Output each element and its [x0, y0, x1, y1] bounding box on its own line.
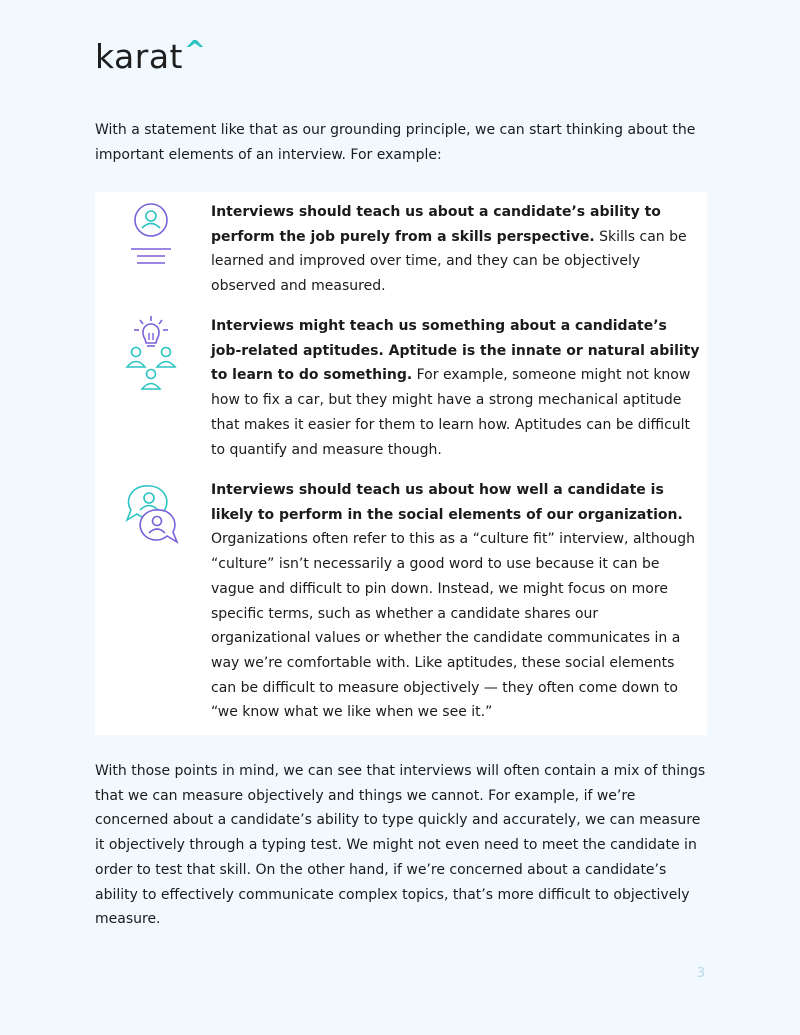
- outro-paragraph: With those points in mind, we can see that interviews will often contain a mix of things that we can measure objectively and things we cannot. For example, if we’re concerned about a candidate’s ability to type quickly and accurately, we can measure it objectively through a typing test. We might not even need to meet the candidate in order to test that skill. On the other hand, if we’re concerned about a candidate’s ability to effectively communicate complex topics, that’s more difficult to objectively measure.: [95, 763, 706, 928]
- lightbulb-people-icon: [123, 316, 179, 400]
- principle-bold: Interviews should teach us about a candidate’s ability to perform the job purely from a skills perspective.: [211, 204, 661, 245]
- chat-bubbles-people-icon: [123, 484, 179, 552]
- principle-bold: Interviews might teach us something about a candidate’s job-related aptitudes. Aptitude is the innate or natural ability to learn to do something.: [211, 318, 700, 384]
- principle-bold: Interviews should teach us about how well a candidate is likely to perform in the social elements of our organization.: [211, 482, 683, 523]
- karat-logo: [95, 36, 207, 76]
- page-number: 3: [696, 966, 705, 981]
- principles-card: [95, 192, 707, 735]
- principle-text: [211, 200, 701, 299]
- logo-caret: ^: [183, 36, 207, 66]
- principle-body: Skills can be learned and improved over time, and they can be objectively observed and measured.: [211, 228, 687, 295]
- principle-body: Organizations often refer to this as a “culture fit” interview, although “culture” isn’t necessarily a good word to use because it can be vague and difficult to pin down. Instead, we might focus on more specific terms, such as whether a candidate shares our organizational values or whether the candidate communicates in a way we’re comfortable with. Like aptitudes, these social elements can be difficult to measure objectively — they often come down to “we know what we like when we see it.”: [211, 531, 695, 721]
- person-profile-icon: [123, 200, 179, 264]
- principle-text: [211, 478, 701, 725]
- principle-body: For example, someone might not know how to fix a car, but they might have a strong mechanical aptitude that makes it easier for them to learn how. Aptitudes can be difficult to quantify and measure though.: [211, 367, 691, 458]
- logo-text: karat: [95, 37, 183, 76]
- intro-paragraph: With a statement like that as our grounding principle, we can start thinking about the important elements of an interview. For example:: [95, 122, 696, 163]
- principle-text: [211, 314, 701, 462]
